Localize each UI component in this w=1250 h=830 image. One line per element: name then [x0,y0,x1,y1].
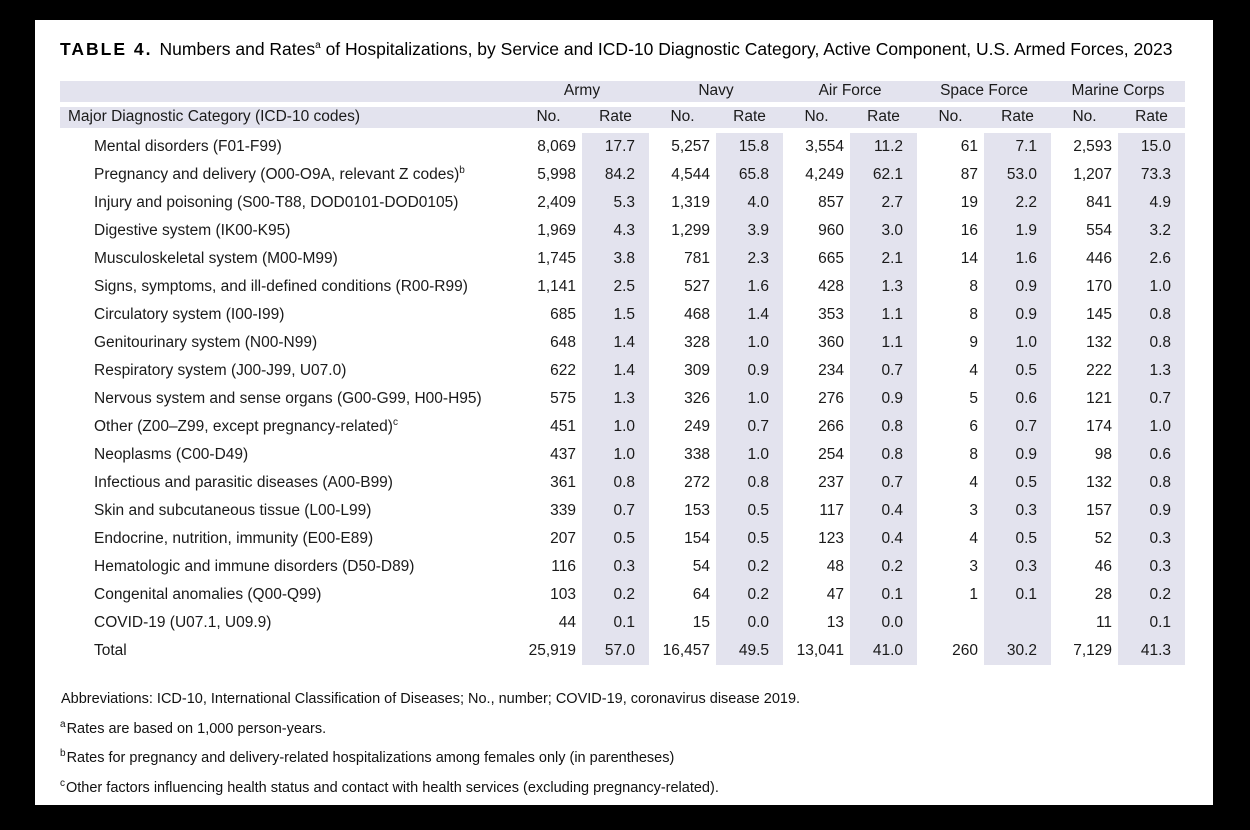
category-label: Mental disorders (F01-F99) [94,137,282,155]
count-cell: 6 [969,417,979,435]
rate-cell: 0.4 [850,497,917,525]
count-cell: 5 [969,389,979,407]
rate-cell: 0.5 [716,497,783,525]
count-cell: 87 [960,165,979,183]
table-row [60,217,1185,245]
category-label: Endocrine, nutrition, immunity (E00-E89) [94,529,374,547]
table-row [60,301,1185,329]
count-cell: 468 [684,305,711,323]
table-row [60,385,1185,413]
rate-cell: 30.2 [984,637,1051,665]
count-cell: 116 [551,557,576,575]
footnote-marker: a [60,718,66,730]
rate-cell: 15.0 [1118,133,1185,161]
count-cell: 781 [684,249,711,267]
category-cell [60,301,515,329]
rate-cell: 1.3 [850,273,917,301]
category-label: Circulatory system (I00-I99) [94,305,285,323]
rate-cell: 65.8 [716,161,783,189]
count-cell: 157 [1086,501,1113,519]
hospitalizations-table [60,81,1185,665]
count-cell: 1,141 [537,277,576,295]
rate-cell: 1.4 [716,301,783,329]
count-cell: 11 [1095,613,1113,631]
count-cell: 145 [1086,305,1113,323]
rate-cell: 1.1 [850,329,917,357]
category-label: Hematologic and immune disorders (D50-D89) [94,557,415,575]
footnote-text: Abbreviations: ICD-10, International Classification of Diseases; No., number; COVID-19, coronavirus disease 2019. [61,690,801,707]
category-label: Digestive system (IK00-K95) [94,221,291,239]
rate-cell: 73.3 [1118,161,1185,189]
category-cell [60,581,515,609]
count-cell: 117 [819,501,845,519]
rate-cell: 4.0 [716,189,783,217]
rate-cell: 3.2 [1118,217,1185,245]
rate-cell: 1.0 [582,441,649,469]
count-cell: 361 [550,473,576,491]
count-cell: 260 [952,641,979,659]
count-cell: 132 [1086,333,1113,351]
count-cell: 685 [550,305,576,323]
count-cell: 857 [818,193,845,211]
count-cell: 44 [558,613,576,631]
footnote-c [60,771,1213,801]
count-cell: 123 [818,529,845,547]
rate-cell: 0.2 [850,553,917,581]
service-header-space-force: Space Force [917,81,1051,107]
count-cell: 98 [1094,445,1113,463]
count-cell: 5,257 [671,137,711,155]
footnote-text: Rates are based on 1,000 person-years. [66,720,327,737]
rate-cell: 0.1 [1118,609,1185,637]
footnote-a [60,712,1213,742]
rate-cell: 0.7 [850,469,917,497]
rate-cell: 0.7 [1118,385,1185,413]
count-cell: 132 [1086,473,1113,491]
rate-cell: 62.1 [850,161,917,189]
rate-cell: 0.8 [850,441,917,469]
rate-cell: 2.6 [1118,245,1185,273]
table-total-row [60,637,1185,665]
count-cell: 207 [550,529,576,547]
category-cell [60,469,515,497]
category-label: Congenital anomalies (Q00-Q99) [94,585,322,603]
category-label: Neoplasms (C00-D49) [94,445,249,463]
service-header-air-force: Air Force [783,81,917,107]
count-cell: 266 [818,417,845,435]
rate-cell: 1.0 [582,413,649,441]
service-header-row [60,81,1185,107]
count-cell: 7,129 [1073,641,1113,659]
count-cell: 665 [818,249,845,267]
rate-cell: 1.3 [1118,357,1185,385]
rate-cell: 0.1 [582,609,649,637]
count-cell: 960 [818,221,845,239]
count-cell: 8 [969,277,979,295]
rate-cell: 57.0 [582,637,649,665]
count-cell: 437 [550,445,576,463]
category-cell [60,553,515,581]
count-cell: 103 [550,585,576,603]
rate-cell: 0.0 [716,609,783,637]
rate-cell: 0.0 [850,609,917,637]
rate-cell: 3.0 [850,217,917,245]
count-cell: 575 [550,389,576,407]
category-footnote-marker: b [459,165,465,177]
rate-cell: 1.0 [716,441,783,469]
count-cell: 353 [818,305,845,323]
column-header-no: No. [515,107,582,133]
category-cell [60,497,515,525]
category-cell [60,413,515,441]
rate-cell: 0.8 [850,413,917,441]
rate-cell: 1.5 [582,301,649,329]
table-row [60,469,1185,497]
rate-cell: 3.9 [716,217,783,245]
count-cell: 254 [818,445,845,463]
category-cell [60,441,515,469]
table-row [60,553,1185,581]
category-label: Total [94,641,127,659]
service-header-spacer [60,81,515,107]
footnotes [60,682,1213,801]
rate-cell: 84.2 [582,161,649,189]
rate-cell: 4.3 [582,217,649,245]
count-cell: 328 [684,333,711,351]
table-title [60,34,1213,61]
footnote-marker: b [60,748,66,760]
rate-cell: 0.7 [850,357,917,385]
rate-cell: 53.0 [984,161,1051,189]
column-header-no: No. [1051,107,1118,133]
category-label: Nervous system and sense organs (G00-G99, H00-H95) [94,389,482,407]
count-cell: 8 [969,445,979,463]
count-cell: 154 [684,529,711,547]
service-header-navy: Navy [649,81,783,107]
table-row [60,441,1185,469]
rate-cell: 0.3 [1118,525,1185,553]
table-row [60,413,1185,441]
category-label: Genitourinary system (N00-N99) [94,333,318,351]
footnote-text: Other factors influencing health status and contact with health services (excluding pregnancy-related). [66,780,719,797]
count-cell: 4,249 [805,165,845,183]
count-cell: 16,457 [662,641,711,659]
column-header-row [60,107,1185,133]
category-label: Signs, symptoms, and ill-defined conditions (R00-R99) [94,277,468,295]
table-row [60,133,1185,161]
count-cell: 554 [1086,221,1113,239]
count-cell: 8,069 [537,137,576,155]
category-cell [60,189,515,217]
column-header-rate: Rate [582,107,649,133]
count-cell: 622 [550,361,576,379]
count-cell: 1,319 [671,193,711,211]
count-cell: 1,207 [1073,165,1113,183]
category-cell [60,161,515,189]
rate-cell: 0.8 [1118,301,1185,329]
count-cell: 13 [826,613,845,631]
category-label: Pregnancy and delivery (O00-O9A, relevant Z codes) [94,166,460,184]
count-cell: 1,745 [537,249,576,267]
count-cell: 5,998 [537,165,576,183]
count-cell: 237 [818,473,845,491]
rate-cell: 2.3 [716,245,783,273]
rate-cell: 1.0 [984,329,1051,357]
rate-cell: 15.8 [716,133,783,161]
count-cell: 64 [692,585,711,603]
count-cell: 339 [550,501,576,519]
count-cell: 16 [960,221,979,239]
rate-cell: 1.4 [582,329,649,357]
footnote-b [60,741,1213,771]
count-cell: 841 [1086,193,1113,211]
rate-cell: 0.9 [984,301,1051,329]
count-cell: 249 [684,417,711,435]
table-row [60,245,1185,273]
footnote-abbreviations [60,682,1213,712]
footnote-text: Rates for pregnancy and delivery-related hospitalizations among females only (in parentheses) [66,750,675,767]
count-cell: 4,544 [671,165,711,183]
column-header-no: No. [783,107,850,133]
table-row [60,273,1185,301]
count-cell: 25,919 [528,641,576,659]
rate-cell: 5.3 [582,189,649,217]
count-cell: 4 [969,473,979,491]
count-cell: 54 [692,557,711,575]
count-cell: 1,299 [671,221,711,239]
rate-cell [984,609,1051,637]
rate-cell: 0.9 [1118,497,1185,525]
count-cell: 446 [1086,249,1113,267]
rate-cell: 1.0 [716,329,783,357]
category-label: Respiratory system (J00-J99, U07.0) [94,361,347,379]
rate-cell: 1.6 [984,245,1051,273]
rate-cell: 0.2 [1118,581,1185,609]
table-title-text: Numbers and Rates$^a$ of Hospitalizations, by Service and ICD-10 Diagnostic Category, Active Component, U.S. Armed Forces, 2023 [159,38,1173,59]
rate-cell: 0.1 [850,581,917,609]
rate-cell: 0.2 [716,553,783,581]
count-cell: 3 [969,557,979,575]
rate-cell: 0.8 [1118,329,1185,357]
rate-cell: 0.5 [984,525,1051,553]
count-cell: 234 [818,361,845,379]
rate-cell: 0.3 [1118,553,1185,581]
rate-cell: 1.0 [1118,413,1185,441]
count-cell: 61 [960,137,979,155]
rate-cell: 1.0 [716,385,783,413]
rate-cell: 0.7 [582,497,649,525]
category-cell [60,217,515,245]
count-cell: 13,041 [796,641,845,659]
table-row [60,609,1185,637]
count-cell: 648 [550,333,576,351]
rate-cell: 0.5 [582,525,649,553]
rate-cell: 0.8 [582,469,649,497]
count-cell: 309 [684,361,711,379]
rate-cell: 0.2 [716,581,783,609]
rate-cell: 0.5 [984,357,1051,385]
rate-cell: 0.3 [582,553,649,581]
rate-cell: 2.5 [582,273,649,301]
count-cell: 326 [684,389,711,407]
category-cell [60,385,515,413]
count-cell: 222 [1086,361,1113,379]
category-footnote-marker: c [392,417,398,429]
category-cell [60,273,515,301]
count-cell: 15 [692,613,711,631]
rate-cell: 11.2 [850,133,917,161]
category-label: Injury and poisoning (S00-T88, DOD0101-DOD0105) [94,193,459,211]
table-row [60,189,1185,217]
rate-cell: 1.6 [716,273,783,301]
service-header-marine-corps: Marine Corps [1051,81,1185,107]
category-cell [60,245,515,273]
count-cell: 2,593 [1073,137,1113,155]
table-row [60,161,1185,189]
count-cell: 2,409 [537,193,576,211]
count-cell: 338 [684,445,711,463]
category-label: Musculoskeletal system (M00-M99) [94,249,338,267]
rate-cell: 3.8 [582,245,649,273]
rate-cell: 0.9 [984,441,1051,469]
rate-cell: 2.7 [850,189,917,217]
rate-cell: 0.8 [716,469,783,497]
count-cell: 4 [969,361,979,379]
table-row [60,329,1185,357]
category-cell [60,609,515,637]
category-label: Skin and subcutaneous tissue (L00-L99) [94,501,372,519]
column-header-rate: Rate [1118,107,1185,133]
rate-cell: 1.9 [984,217,1051,245]
category-cell [60,133,515,161]
rate-cell: 1.1 [850,301,917,329]
rate-cell: 41.0 [850,637,917,665]
count-cell: 3,554 [805,137,845,155]
column-header-rate: Rate [984,107,1051,133]
count-cell: 52 [1094,529,1113,547]
rate-cell: 0.9 [984,273,1051,301]
category-cell [60,329,515,357]
count-cell: 3 [969,501,979,519]
count-cell: 451 [550,417,576,435]
table-row [60,525,1185,553]
rate-cell: 0.9 [716,357,783,385]
category-cell [60,357,515,385]
rate-cell: 0.4 [850,525,917,553]
rate-cell: 0.3 [984,497,1051,525]
count-cell: 153 [684,501,711,519]
rate-cell: 0.2 [582,581,649,609]
rate-cell: 0.1 [984,581,1051,609]
column-header-no: No. [917,107,984,133]
report-page [35,20,1213,805]
rate-cell: 0.5 [984,469,1051,497]
table-row [60,581,1185,609]
category-label: Other (Z00–Z99, except pregnancy-related) [94,418,393,436]
rate-cell: 49.5 [716,637,783,665]
rate-cell: 0.9 [850,385,917,413]
count-cell: 28 [1094,585,1113,603]
count-cell: 276 [818,389,845,407]
rate-cell: 0.6 [1118,441,1185,469]
count-cell: 1,969 [537,221,576,239]
category-label: Infectious and parasitic diseases (A00-B99) [94,473,393,491]
table-number-label: TABLE 4. [60,38,153,59]
table-row [60,497,1185,525]
rate-cell: 0.3 [984,553,1051,581]
rate-cell: 2.2 [984,189,1051,217]
rate-cell: 41.3 [1118,637,1185,665]
count-cell: 4 [969,529,979,547]
footnote-marker: c [60,778,65,790]
category-label: COVID-19 (U07.1, U09.9) [94,613,272,631]
rate-cell: 0.7 [716,413,783,441]
category-column-header: Major Diagnostic Category (ICD-10 codes) [60,107,515,133]
count-cell: 174 [1086,417,1113,435]
count-cell: 121 [1086,389,1113,407]
rate-cell: 0.7 [984,413,1051,441]
rate-cell: 4.9 [1118,189,1185,217]
count-cell [917,609,984,637]
rate-cell: 1.0 [1118,273,1185,301]
service-header-army: Army [515,81,649,107]
count-cell: 9 [969,333,979,351]
rate-cell: 2.1 [850,245,917,273]
rate-cell: 1.4 [582,357,649,385]
count-cell: 170 [1086,277,1113,295]
count-cell: 14 [960,249,979,267]
count-cell: 428 [818,277,845,295]
count-cell: 19 [960,193,979,211]
count-cell: 360 [818,333,845,351]
table-row [60,357,1185,385]
count-cell: 46 [1094,557,1113,575]
column-header-rate: Rate [850,107,917,133]
rate-cell: 0.8 [1118,469,1185,497]
count-cell: 48 [826,557,845,575]
rate-cell: 0.6 [984,385,1051,413]
column-header-rate: Rate [716,107,783,133]
rate-cell: 7.1 [984,133,1051,161]
count-cell: 8 [969,305,979,323]
count-cell: 1 [969,585,979,603]
title-footnote-marker: a [315,40,321,51]
count-cell: 272 [684,473,711,491]
rate-cell: 0.5 [716,525,783,553]
count-cell: 527 [684,277,711,295]
category-cell [60,525,515,553]
rate-cell: 1.3 [582,385,649,413]
rate-cell: 17.7 [582,133,649,161]
category-cell [60,637,515,665]
column-header-no: No. [649,107,716,133]
count-cell: 47 [826,585,845,603]
